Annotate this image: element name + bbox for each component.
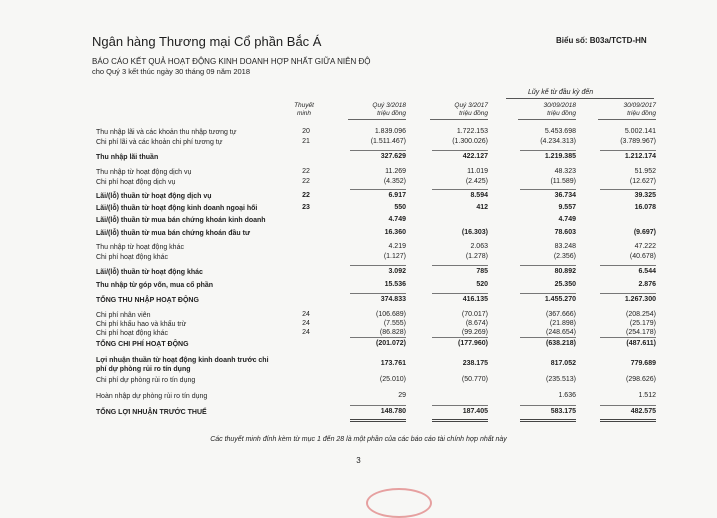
col1-header-line1: Quý 3/2017 bbox=[454, 102, 488, 109]
column-header-ytd-2017 bbox=[576, 102, 656, 118]
row-label bbox=[96, 178, 175, 187]
row-value-col0: 6.917 bbox=[388, 192, 406, 199]
row-value-col0: 148.780 bbox=[380, 408, 406, 415]
row-value-col3: 1.512 bbox=[638, 392, 656, 399]
header-underline-col0 bbox=[348, 119, 406, 120]
subtotal-rule bbox=[432, 150, 488, 151]
column-header-ytd-2018 bbox=[496, 102, 576, 118]
subtotal-rule bbox=[520, 189, 576, 190]
row-note-ref: 24 bbox=[302, 320, 310, 327]
row-value-col2: (2.356) bbox=[553, 253, 576, 260]
row-note-ref: 23 bbox=[302, 204, 310, 211]
subtotal-rule bbox=[432, 189, 488, 190]
row-label-line: Lãi/(lỗ) thuần từ hoạt động dịch vụ bbox=[96, 193, 212, 200]
row-value-col1: 2.063 bbox=[470, 243, 488, 250]
row-value-col2: 36.734 bbox=[554, 192, 576, 199]
row-label-line: Hoàn nhập dự phòng rủi ro tín dụng bbox=[96, 393, 208, 400]
col3-header-line2: triệu đồng bbox=[627, 110, 656, 117]
row-label-line: Thu nhập lãi thuần bbox=[96, 154, 159, 161]
row-label-line: Lãi/(lỗ) thuần từ mua bán chứng khoán kinh doanh bbox=[96, 217, 266, 224]
subtotal-rule bbox=[520, 265, 576, 266]
subtotal-rule bbox=[520, 150, 576, 151]
row-value-col2: (21.898) bbox=[549, 320, 576, 327]
row-label-line: Lãi/(lỗ) thuần từ hoạt động khác bbox=[96, 269, 203, 276]
row-value-col0: (25.010) bbox=[379, 376, 406, 383]
row-value-col2: (235.513) bbox=[546, 376, 576, 383]
row-value-col0: 374.833 bbox=[380, 296, 406, 303]
subtotal-rule bbox=[600, 337, 656, 338]
row-label bbox=[96, 296, 199, 305]
row-label-line: Thu nhập lãi và các khoản thu nhập tương tự bbox=[96, 129, 237, 136]
row-value-col3: (9.697) bbox=[633, 229, 656, 236]
row-value-col1: (177.960) bbox=[458, 340, 488, 347]
row-value-col0: 4.219 bbox=[388, 243, 406, 250]
row-value-col2: 48.323 bbox=[554, 168, 576, 175]
subtotal-rule bbox=[350, 405, 406, 406]
col2-header-line2: triệu đồng bbox=[547, 110, 576, 117]
row-value-col3: (3.789.967) bbox=[620, 138, 656, 145]
row-label-line: Lãi/(lỗ) thuần từ mua bán chứng khoán đầu tư bbox=[96, 230, 251, 237]
row-value-col0: 550 bbox=[394, 204, 406, 211]
row-label bbox=[96, 168, 191, 177]
row-label-line: Chi phí dự phòng rủi ro tín dụng bbox=[96, 377, 196, 384]
row-value-col1: 412 bbox=[476, 204, 488, 211]
note-column-header bbox=[287, 102, 321, 118]
row-label bbox=[96, 229, 250, 238]
row-value-col3: 2.876 bbox=[638, 281, 656, 288]
row-label-line: Lợi nhuận thuần từ hoạt động kinh doanh trước chi bbox=[96, 357, 269, 364]
row-value-col3: 47.222 bbox=[634, 243, 656, 250]
row-value-col2: (367.666) bbox=[546, 311, 576, 318]
row-value-col2: 4.749 bbox=[558, 216, 576, 223]
subtotal-rule bbox=[600, 265, 656, 266]
row-value-col3: (40.678) bbox=[629, 253, 656, 260]
row-value-col2: 83.248 bbox=[554, 243, 576, 250]
row-value-col3: (25.179) bbox=[629, 320, 656, 327]
total-double-rule bbox=[432, 419, 488, 422]
header-underline-col1 bbox=[430, 119, 488, 120]
row-value-col0: 16.360 bbox=[384, 229, 406, 236]
row-value-col0: 29 bbox=[398, 392, 406, 399]
row-value-col1: 416.135 bbox=[462, 296, 488, 303]
row-value-col1: 238.175 bbox=[462, 360, 488, 367]
header-underline-col2 bbox=[518, 119, 576, 120]
subtotal-rule bbox=[600, 150, 656, 151]
row-label-line: Thu nhập từ hoạt động khác bbox=[96, 244, 184, 251]
subtotal-rule bbox=[520, 337, 576, 338]
report-title: BÁO CÁO KẾT QUẢ HOẠT ĐỘNG KINH DOANH HỢP NHẤT GIỮA NIÊN ĐỘ bbox=[92, 57, 371, 66]
subtotal-rule bbox=[520, 405, 576, 406]
row-label bbox=[96, 138, 222, 147]
row-label-line: Chi phí nhân viên bbox=[96, 312, 151, 319]
row-value-col3: (487.611) bbox=[626, 340, 656, 347]
row-value-col3: 1.267.300 bbox=[624, 296, 656, 303]
row-label bbox=[96, 204, 257, 213]
row-value-col1: 11.019 bbox=[467, 168, 488, 175]
subtotal-rule bbox=[350, 189, 406, 190]
row-value-col0: (1.127) bbox=[383, 253, 406, 260]
row-label bbox=[96, 320, 186, 329]
row-value-col1: 422.127 bbox=[462, 153, 488, 160]
row-value-col2: (248.654) bbox=[546, 329, 576, 336]
row-label bbox=[96, 376, 195, 385]
note-header-line2: minh bbox=[296, 110, 312, 117]
row-label-line: Chi phí khấu hao và khấu trừ bbox=[96, 321, 187, 328]
row-value-col3: 16.078 bbox=[634, 204, 656, 211]
total-double-rule bbox=[600, 419, 656, 422]
row-value-col1: (8.674) bbox=[465, 320, 488, 327]
row-label-line: Thu nhập từ góp vốn, mua cổ phần bbox=[96, 282, 214, 289]
row-value-col0: 15.536 bbox=[384, 281, 406, 288]
row-label bbox=[96, 392, 207, 401]
row-note-ref: 24 bbox=[302, 329, 310, 336]
subtotal-rule bbox=[432, 405, 488, 406]
bank-name: Ngân hàng Thương mại Cổ phần Bắc Á bbox=[92, 34, 322, 49]
row-value-col2: (4.234.313) bbox=[540, 138, 576, 145]
row-value-col3: 1.212.174 bbox=[624, 153, 656, 160]
row-label bbox=[96, 216, 266, 225]
row-value-col0: 1.839.096 bbox=[374, 128, 406, 135]
row-value-col0: 3.092 bbox=[388, 268, 406, 275]
row-label-line: Chi phí hoạt động khác bbox=[96, 330, 168, 337]
row-label-line: TỔNG LỢI NHUẬN TRƯỚC THUẾ bbox=[96, 409, 207, 416]
row-value-col1: (99.269) bbox=[461, 329, 488, 336]
row-value-col0: (201.072) bbox=[376, 340, 406, 347]
row-value-col2: 1.636 bbox=[558, 392, 576, 399]
report-period: cho Quý 3 kết thúc ngày 30 tháng 09 năm 2018 bbox=[92, 67, 251, 76]
row-value-col0: (106.689) bbox=[376, 311, 406, 318]
row-label bbox=[96, 340, 189, 349]
row-label-line: Chi phí lãi và các khoản chi phí tương tự bbox=[96, 139, 223, 146]
row-note-ref: 24 bbox=[302, 311, 310, 318]
col1-header-line2: triệu đồng bbox=[459, 110, 488, 117]
row-label-line: TỔNG THU NHẬP HOẠT ĐỘNG bbox=[96, 297, 199, 304]
row-value-col3: 482.575 bbox=[630, 408, 656, 415]
subtotal-rule bbox=[350, 150, 406, 151]
row-value-col1: 187.405 bbox=[462, 408, 488, 415]
row-value-col3: (254.178) bbox=[626, 329, 656, 336]
col0-header-line1: Quý 3/2018 bbox=[372, 102, 406, 109]
row-label bbox=[96, 192, 212, 201]
footer-note: Các thuyết minh đính kèm từ mục 1 đến 28 là một phần của các báo cáo tài chính hợp nhất này bbox=[210, 436, 507, 443]
row-label bbox=[96, 356, 269, 374]
row-value-col3: (208.254) bbox=[626, 311, 656, 318]
red-stamp bbox=[366, 488, 432, 518]
row-label bbox=[96, 408, 207, 417]
row-value-col0: (4.352) bbox=[383, 178, 406, 185]
row-value-col1: (50.770) bbox=[461, 376, 488, 383]
subtotal-rule bbox=[432, 337, 488, 338]
row-value-col2: 817.052 bbox=[550, 360, 576, 367]
subtotal-rule bbox=[600, 293, 656, 294]
total-double-rule bbox=[520, 419, 576, 422]
row-value-col2: 9.557 bbox=[558, 204, 576, 211]
row-value-col3: 779.689 bbox=[630, 360, 656, 367]
row-label bbox=[96, 281, 213, 290]
subtotal-rule bbox=[520, 293, 576, 294]
page-number: 3 bbox=[356, 456, 361, 465]
ytd-underline bbox=[506, 98, 654, 99]
row-value-col1: (1.278) bbox=[465, 253, 488, 260]
ytd-label: Lũy kế từ đầu kỳ đến bbox=[528, 89, 594, 96]
row-value-col2: (11.589) bbox=[550, 178, 576, 185]
row-value-col3: 6.544 bbox=[638, 268, 656, 275]
col2-header-line1: 30/09/2018 bbox=[543, 102, 576, 109]
row-value-col0: 173.761 bbox=[380, 360, 406, 367]
form-code: Biểu số: B03a/TCTD-HN bbox=[556, 36, 647, 45]
col0-header-line2: triệu đồng bbox=[377, 110, 406, 117]
row-value-col0: 4.749 bbox=[388, 216, 406, 223]
row-label bbox=[96, 311, 150, 320]
row-value-col1: (2.425) bbox=[465, 178, 488, 185]
row-value-col3: 39.325 bbox=[634, 192, 656, 199]
row-label-line: Lãi/(lỗ) thuần từ hoạt động kinh doanh ngoại hối bbox=[96, 205, 258, 212]
subtotal-rule bbox=[432, 265, 488, 266]
row-value-col3: (298.626) bbox=[626, 376, 656, 383]
row-value-col1: 8.594 bbox=[470, 192, 488, 199]
row-note-ref: 22 bbox=[302, 168, 310, 175]
row-value-col3: 51.952 bbox=[634, 168, 656, 175]
row-value-col2: 78.603 bbox=[554, 229, 576, 236]
row-value-col1: 1.722.153 bbox=[456, 128, 488, 135]
row-value-col2: 80.892 bbox=[554, 268, 576, 275]
row-note-ref: 21 bbox=[302, 138, 310, 145]
row-value-col0: 327.629 bbox=[380, 153, 406, 160]
header-underline-col3 bbox=[598, 119, 656, 120]
row-label bbox=[96, 329, 168, 338]
row-label-line: Chi phí hoạt động dịch vụ bbox=[96, 179, 176, 186]
row-value-col0: 11.269 bbox=[385, 168, 406, 175]
row-value-col2: 5.453.698 bbox=[544, 128, 576, 135]
row-value-col2: 1.455.270 bbox=[544, 296, 576, 303]
row-value-col2: 583.175 bbox=[550, 408, 576, 415]
subtotal-rule bbox=[350, 293, 406, 294]
row-label bbox=[96, 253, 168, 262]
row-value-col0: (86.828) bbox=[379, 329, 406, 336]
total-double-rule bbox=[350, 419, 406, 422]
subtotal-rule bbox=[350, 337, 406, 338]
row-value-col1: 785 bbox=[476, 268, 488, 275]
row-value-col1: (1.300.026) bbox=[452, 138, 488, 145]
row-note-ref: 22 bbox=[302, 178, 310, 185]
row-label-line: Thu nhập từ hoạt động dịch vụ bbox=[96, 169, 192, 176]
row-note-ref: 22 bbox=[302, 192, 310, 199]
row-label-line: TỔNG CHI PHÍ HOẠT ĐỘNG bbox=[96, 341, 189, 348]
row-value-col0: (7.555) bbox=[383, 320, 406, 327]
row-value-col3: (12.627) bbox=[629, 178, 656, 185]
subtotal-rule bbox=[350, 265, 406, 266]
note-header-line1: Thuyết bbox=[294, 102, 314, 109]
row-value-col2: 1.219.385 bbox=[544, 153, 576, 160]
row-label-line: phí dự phòng rủi ro tín dụng bbox=[96, 366, 191, 373]
row-value-col1: (70.017) bbox=[461, 311, 488, 318]
row-value-col1: (16.303) bbox=[461, 229, 488, 236]
row-value-col2: (638.218) bbox=[546, 340, 576, 347]
row-label bbox=[96, 243, 184, 252]
row-value-col0: (1.511.467) bbox=[370, 138, 406, 145]
column-header-q3-2017 bbox=[408, 102, 488, 118]
row-label-line: Chi phí hoạt động khác bbox=[96, 254, 168, 261]
row-value-col1: 520 bbox=[476, 281, 488, 288]
subtotal-rule bbox=[600, 405, 656, 406]
row-label bbox=[96, 268, 203, 277]
column-header-q3-2018 bbox=[326, 102, 406, 118]
subtotal-rule bbox=[600, 189, 656, 190]
col3-header-line1: 30/09/2017 bbox=[623, 102, 656, 109]
row-label bbox=[96, 153, 158, 162]
row-value-col3: 5.002.141 bbox=[624, 128, 656, 135]
subtotal-rule bbox=[432, 293, 488, 294]
row-label bbox=[96, 128, 236, 137]
row-value-col2: 25.350 bbox=[554, 281, 576, 288]
row-note-ref: 20 bbox=[302, 128, 310, 135]
